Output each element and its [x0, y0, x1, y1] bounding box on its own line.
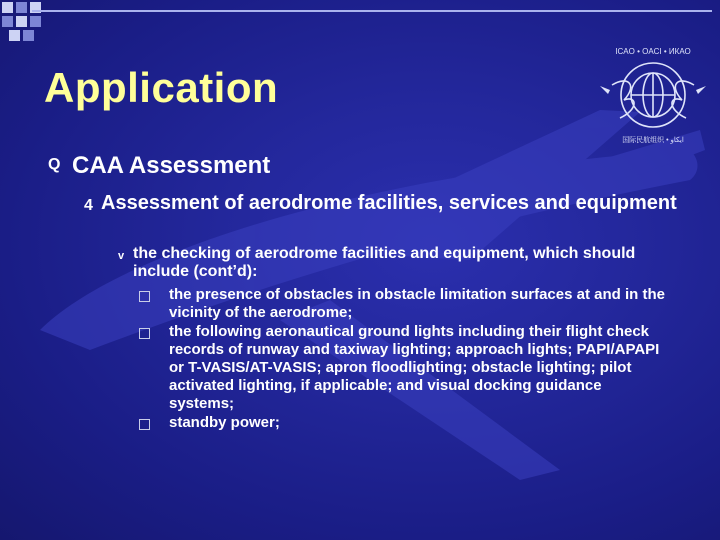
- bullet-icon: 4: [84, 197, 93, 214]
- list-item-text: the following aeronautical ground lights including their flight check records of runway and taxiway lighting; approach lights; PAPI/APAPI or T-VASIS/AT-VASIS; apron floodlighting; obstacle lighting; pilot activated lighting, if applicable; and visual docking guidance systems;: [169, 323, 660, 412]
- checkbox-bullet-icon: [139, 291, 150, 302]
- logo-text-bottom: 国际民航组织 • ايكاو: [622, 137, 684, 144]
- slide-title: Application: [44, 64, 279, 111]
- checkbox-bullet-icon: [139, 328, 150, 339]
- list-item: [152, 323, 682, 413]
- checkbox-bullet-icon: [139, 419, 150, 430]
- level3-text: the checking of aerodrome facilities and equipment, which should include (cont’d):: [133, 245, 636, 280]
- icao-emblem: [598, 40, 708, 150]
- bullet-icon: v: [118, 250, 125, 262]
- bullet-icon: Q: [48, 156, 61, 173]
- list-item: [152, 414, 682, 432]
- logo-text-top: ICAO • OACI • ИКАО: [615, 47, 691, 56]
- list-item-text: the presence of obstacles in obstacle limitation surfaces at and in the vicinity of the aerodrome;: [169, 286, 665, 321]
- list-item: [152, 286, 682, 322]
- level1-text: CAA Assessment: [72, 152, 271, 179]
- level2-text: Assessment of aerodrome facilities, services and equipment: [101, 192, 677, 214]
- list-item-text: standby power;: [169, 414, 280, 431]
